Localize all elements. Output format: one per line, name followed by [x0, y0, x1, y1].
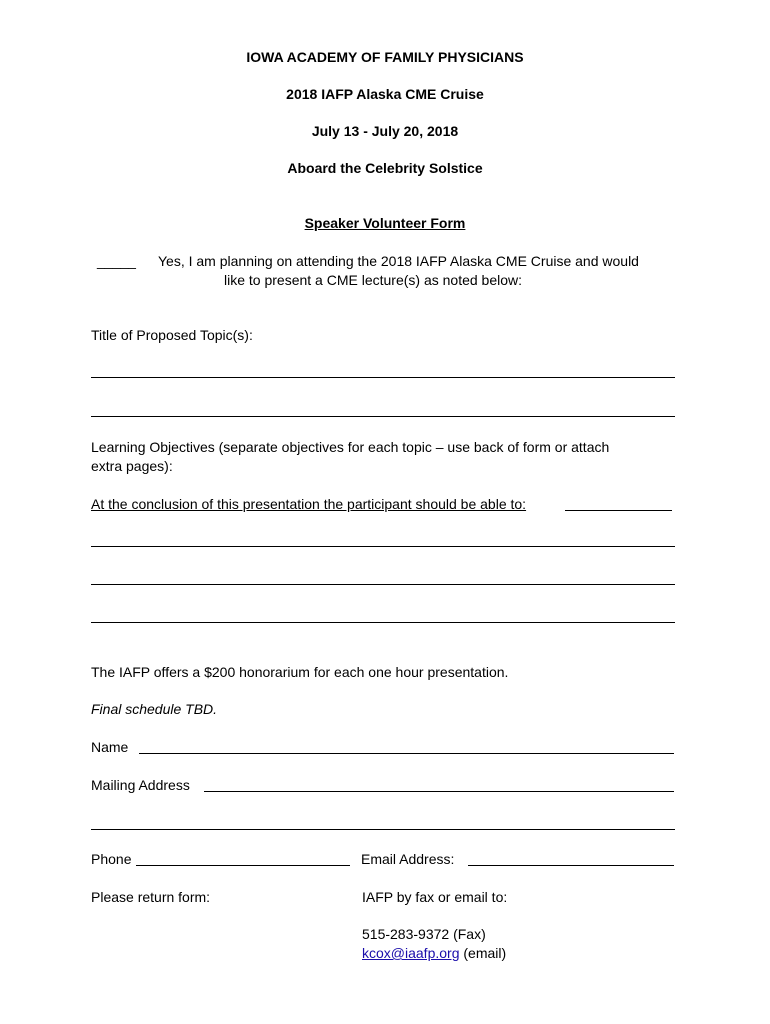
email-contact: [362, 945, 506, 961]
return-label: Please return form:: [91, 889, 211, 905]
objectives-prompt: At the conclusion of this presentation the participant should be able to:: [91, 496, 527, 512]
mailing-address-label: Mailing Address: [91, 777, 190, 793]
attend-checkbox-blank[interactable]: _____: [97, 253, 136, 269]
topic-label: Title of Proposed Topic(s):: [91, 327, 253, 343]
objective-line-1[interactable]: [91, 546, 675, 547]
fax-number: 515-283-9372 (Fax): [362, 926, 486, 942]
org-name: IOWA ACADEMY OF FAMILY PHYSICIANS: [246, 49, 524, 65]
mailing-address-line-2[interactable]: [91, 829, 675, 830]
attend-statement-line1: Yes, I am planning on attending the 2018 IAFP Alaska CME Cruise and would: [158, 253, 639, 269]
phone-label: Phone: [91, 851, 132, 867]
event-name: 2018 IAFP Alaska CME Cruise: [286, 86, 484, 102]
name-label: Name: [91, 739, 129, 755]
name-field-line[interactable]: [139, 753, 674, 754]
email-label: Email Address:: [361, 851, 455, 867]
objective-line-2[interactable]: [91, 584, 675, 585]
objectives-label-line1: Learning Objectives (separate objectives for each topic – use back of form or attach: [91, 439, 610, 455]
email-field-line[interactable]: [468, 865, 674, 866]
honorarium-text: The IAFP offers a $200 honorarium for each one hour presentation.: [91, 664, 509, 680]
topic-line-2[interactable]: [91, 416, 675, 417]
event-dates: July 13 - July 20, 2018: [311, 123, 459, 139]
form-title: Speaker Volunteer Form: [304, 215, 466, 231]
mailing-address-field-line[interactable]: [204, 791, 674, 792]
schedule-text: Final schedule TBD.: [91, 701, 218, 717]
topic-line-1[interactable]: [91, 377, 675, 378]
email-link[interactable]: kcox@iaafp.org: [362, 945, 460, 961]
objectives-prompt-line[interactable]: [565, 510, 672, 511]
objective-line-3[interactable]: [91, 622, 675, 623]
ship-name: Aboard the Celebrity Solstice: [287, 160, 483, 176]
email-suffix: (email): [463, 945, 507, 961]
return-to: IAFP by fax or email to:: [362, 889, 508, 905]
objectives-label-line2: extra pages):: [91, 458, 173, 474]
phone-field-line[interactable]: [136, 865, 350, 866]
attend-statement-line2: like to present a CME lecture(s) as noted below:: [224, 272, 523, 288]
